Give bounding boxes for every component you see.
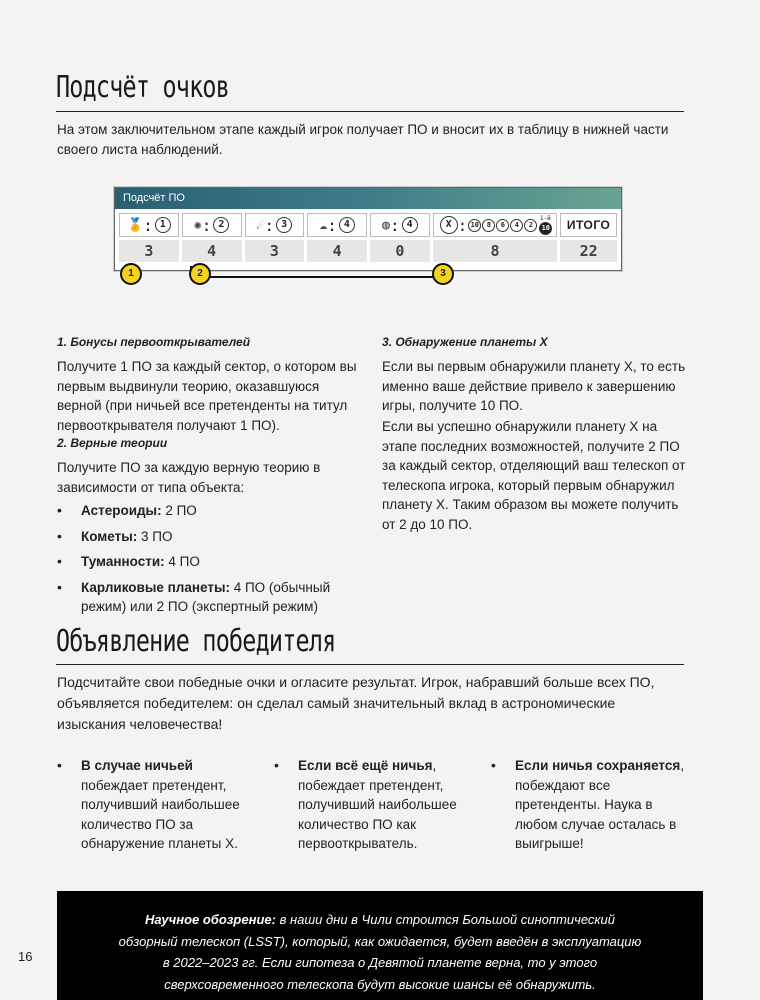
planet-x-cell: X : 10 8 6 4 2 1-й 10 (433, 213, 557, 237)
tiebreak-3 (491, 756, 691, 854)
list-item: • В случае ничьей побеждает претендент, получивший наибольшее количество ПО за обнаружение планеты X. (57, 756, 257, 854)
planet-x-text-1: Если вы первым обнаружили планету X, то есть именно ваше действие привело к завершению игры, получите 10 ПО. (382, 359, 686, 413)
nebula-icon: ☁ (319, 217, 328, 233)
asteroid-value: 4 (182, 240, 242, 262)
planet-x-text-2: Если вы успешно обнаружили планету X на этапе последних возможностей, получите 2 ПО за каждый сектор, отделяющий ваш телескоп от телескопа игрока, который первым обнаружил планету X. Таким образом вы можете получить от 2 до 10 ПО. (382, 419, 686, 532)
marker-3: 3 (432, 263, 454, 285)
total-cell (560, 213, 617, 237)
section-title-winner: Объявление победителя (56, 624, 336, 659)
marker-1: 1 (120, 263, 142, 285)
theories-list (57, 501, 367, 617)
dwarf-planet-cell: ◍ : 4 (370, 213, 430, 237)
title-rule (56, 111, 684, 112)
score-values-row (119, 240, 617, 262)
science-note-box (57, 891, 703, 1000)
theories-text: Получите ПО за каждую верную теорию в зависимости от типа объекта: (57, 460, 321, 495)
planet-x-heading: 3. Обнаружение планеты X (382, 335, 548, 349)
dwarf-planet-value: 0 (370, 240, 430, 262)
nebula-value: 4 (307, 240, 367, 262)
list-item: • Кометы: 3 ПО (57, 527, 367, 547)
tiebreak-2 (274, 756, 474, 854)
bonus-heading: 1. Бонусы первооткрывателей (57, 335, 251, 349)
planet-x-first-bonus: 1-й 10 (538, 216, 552, 235)
planet-x-value: 8 (433, 240, 557, 262)
planet-x-icon: X (440, 216, 458, 234)
theories-heading: 2. Верные теории (57, 436, 168, 450)
list-item: • Туманности: 4 ПО (57, 552, 367, 572)
score-sheet-header: Подсчёт ПО (115, 188, 621, 209)
winner-intro: Подсчитайте свои победные очки и огласите результат. Игрок, набравший больше всех ПО, объявляется победителем: он сделал самый значительный вклад в астрономические изыскания человечества! (57, 674, 655, 732)
asteroid-icon: ✺ (193, 217, 202, 233)
bracket-line (190, 266, 438, 278)
section-title-scoring: Подсчёт очков (56, 70, 230, 105)
tiebreak-1 (57, 756, 257, 854)
science-note-text: Научное обозрение: в наши дни в Чили строится Большой синоптический обзорный телескоп (LSST), который, как ожидается, будет введён в эксплуатацию в 2022–2023 гг. Если гипотеза о Девятой планете верна, то у этого сверхсовременного телескопа будут высокие шансы её обнаружить. (118, 912, 642, 992)
comet-value: 3 (245, 240, 305, 262)
list-item: • Астероиды: 2 ПО (57, 501, 367, 521)
score-icons-row (119, 213, 617, 237)
discoverer-cell: 🏅 : 1 (119, 213, 179, 237)
total-value: 22 (560, 240, 617, 262)
list-item: • Карликовые планеты: 4 ПО (обычный режим) или 2 ПО (экспертный режим) (57, 578, 367, 617)
bonus-text: Получите 1 ПО за каждый сектор, о котором вы первым выдвинули теорию, оказавшуюся верной (при ничьей все претенденты на титул первооткрывателя получают 1 ПО). (57, 359, 357, 433)
comet-icon: ☄ (256, 217, 265, 233)
nebula-cell: ☁ : 4 (307, 213, 367, 237)
list-item: • Если всё ещё ничья, побеждает претендент, получивший наибольшее количество ПО как первооткрыватель. (274, 756, 474, 854)
asteroid-cell: ✺ : 2 (182, 213, 242, 237)
discoverer-value: 3 (119, 240, 179, 262)
comet-cell: ☄ : 3 (245, 213, 305, 237)
marker-2: 2 (189, 263, 211, 285)
score-sheet (114, 187, 622, 271)
discoverer-medal-icon: 🏅 (126, 217, 144, 233)
dwarf-planet-icon: ◍ (382, 217, 390, 233)
scoring-intro: На этом заключительном этапе каждый игрок получает ПО и вносит их в таблицу в нижней части своего листа наблюдений. (57, 122, 669, 157)
list-item: • Если ничья сохраняется, побеждают все претенденты. Наука в любом случае осталась в выигрыше! (491, 756, 691, 854)
page-number: 16 (18, 949, 33, 964)
total-label: ИТОГО (566, 218, 611, 232)
title-rule (56, 664, 684, 665)
